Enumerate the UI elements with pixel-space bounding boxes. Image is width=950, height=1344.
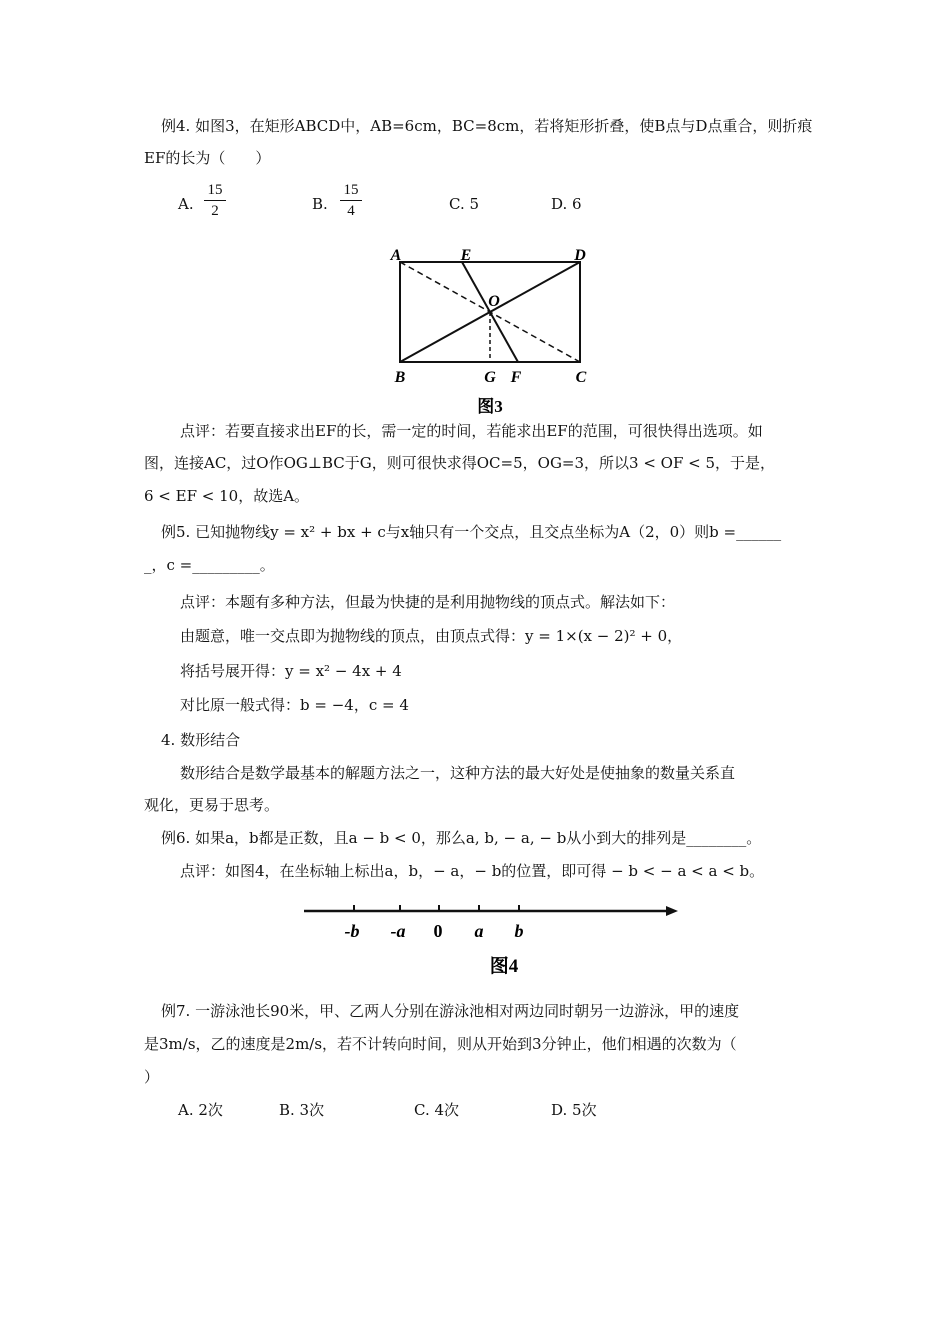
- label-g: G: [484, 369, 496, 386]
- ex7-option-c: C. 4次: [414, 1101, 460, 1119]
- fraction-bar: [204, 200, 226, 201]
- ex4-option-c: C. 5: [449, 195, 480, 213]
- figure-3-diagram: [380, 240, 600, 420]
- ex4-option-a-denominator: 2: [211, 203, 219, 219]
- label-neg-a: -a: [390, 921, 406, 941]
- figure-4-caption: 图4: [489, 956, 519, 977]
- ex4-option-b-denominator: 4: [347, 203, 355, 219]
- ex6-comment: 点评：如图4，在坐标轴上标出a，b，− a，− b的位置，即可得 − b < − a < a < b。: [180, 862, 765, 880]
- section4-title: 4. 数形结合: [161, 731, 241, 749]
- ex7-line1: 例7. 一游泳池长90米，甲、乙两人分别在游泳池相对两边同时朝另一边游泳，甲的速度: [161, 1002, 740, 1020]
- label-b: B: [394, 369, 406, 386]
- ex7-line3: ）: [144, 1068, 160, 1086]
- label-a: A: [390, 247, 402, 264]
- figure-4-number-line: [290, 895, 690, 985]
- ex4-option-a-fraction: [204, 181, 226, 220]
- ex4-option-a-numerator: 15: [207, 182, 223, 198]
- comment4-line3: 6 < EF < 10，故选A。: [144, 487, 310, 505]
- ex7-option-d: D. 5次: [551, 1101, 597, 1119]
- label-a: a: [474, 921, 484, 941]
- ex5-step1: 由题意，唯一交点即为抛物线的顶点，由顶点式得：y = 1×(x − 2)² + 0，: [180, 627, 683, 645]
- number-line-arrow: [666, 906, 678, 916]
- label-zero: 0: [433, 921, 443, 941]
- ex4-option-b-numerator: 15: [343, 182, 359, 198]
- ex5-line2: _，c =_________。: [144, 556, 275, 574]
- ex5-step3: 对比原一般式得：b = −4，c = 4: [180, 696, 409, 714]
- comment4-line1: 点评：若要直接求出EF的长，需一定的时间，若能求出EF的范围，可很快得出选项。如: [180, 422, 763, 440]
- ex6-line1: 例6. 如果a，b都是正数，且a − b < 0，那么a, b, − a, − b从小到大的排列是________。: [161, 829, 762, 847]
- ex4-option-d: D. 6: [551, 195, 582, 213]
- label-o: O: [488, 293, 500, 310]
- fraction-bar: [340, 200, 362, 201]
- section4-para1: 数形结合是数学最基本的解题方法之一，这种方法的最大好处是使抽象的数量关系直: [180, 764, 736, 782]
- ex7-option-a: A. 2次: [178, 1101, 223, 1119]
- label-b: b: [514, 921, 524, 941]
- label-f: F: [510, 369, 522, 386]
- label-e: E: [460, 247, 472, 264]
- ex4-option-b-label: B.: [312, 195, 328, 213]
- ex5-step2: 将括号展开得：y = x² − 4x + 4: [180, 662, 402, 680]
- ex4-option-a-label: A.: [178, 195, 194, 213]
- ex4-line1: 例4. 如图3，在矩形ABCD中，AB=6cm，BC=8cm，若将矩形折叠，使B点与D点重合，则折痕: [161, 117, 813, 135]
- label-neg-b: -b: [344, 921, 360, 941]
- label-c: C: [575, 369, 587, 386]
- ex5-comment: 点评：本题有多种方法，但最为快捷的是利用抛物线的顶点式。解法如下：: [180, 593, 676, 611]
- ex4-option-b-fraction: [340, 181, 362, 220]
- figure-3-caption: 图3: [477, 397, 503, 416]
- ex5-line1: 例5. 已知抛物线y = x² + bx + c与x轴只有一个交点，且交点坐标为A（2，0）则b =______: [161, 523, 782, 541]
- label-d: D: [574, 247, 586, 264]
- section4-para2: 观化，更易于思考。: [144, 796, 280, 814]
- ex4-line2: EF的长为（ ）: [144, 149, 271, 167]
- ex7-line2: 是3m/s，乙的速度是2m/s，若不计转向时间，则从开始到3分钟止，他们相遇的次数为（: [144, 1035, 737, 1053]
- comment4-line2: 图，连接AC，过O作OG⊥BC于G，则可很快求得OC=5，OG=3，所以3 < OF < 5，于是，: [144, 454, 776, 472]
- ex7-option-b: B. 3次: [279, 1101, 325, 1119]
